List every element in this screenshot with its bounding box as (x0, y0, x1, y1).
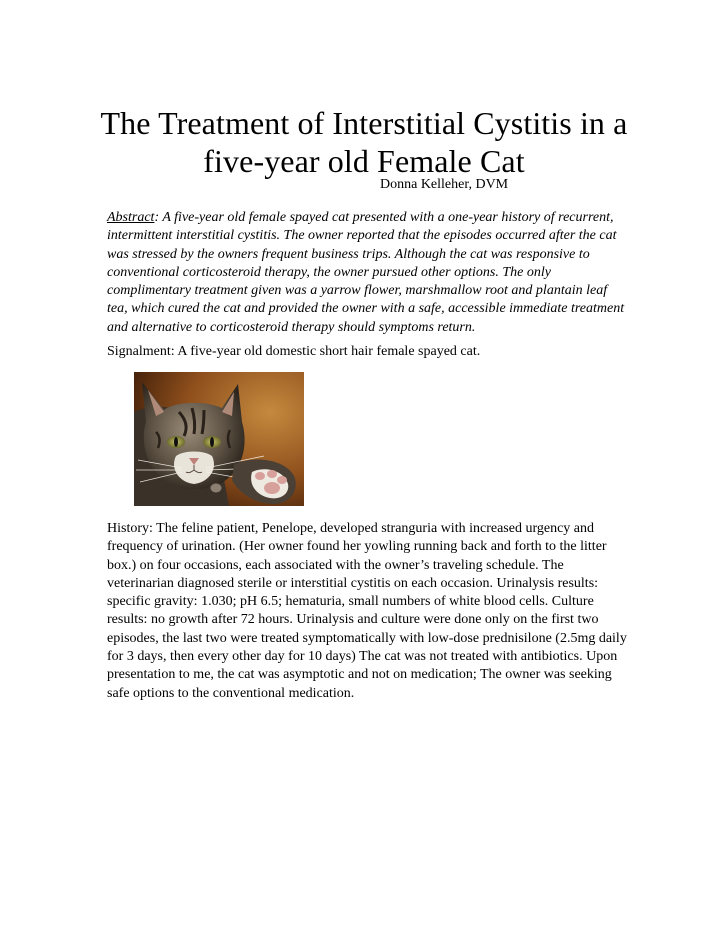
document-title (90, 104, 638, 180)
title-line-2: five-year old Female Cat (203, 143, 525, 179)
history-paragraph: History: The feline patient, Penelope, developed stranguria with increased urgency and frequency of urination. (Her owner found her yowling running back and forth to the litter box.) on four occasions, each associated with the owner’s traveling schedule. The veterinarian diagnosed sterile or interstitial cystitis on each occasion. Urinalysis results: specific gravity: 1.030; pH 6.5; hematuria, small numbers of white blood cells. Culture results: no growth after 72 hours. Urinalysis and culture were done only on the first two episodes, the last two were treated symptomatically with low-dose prednisilone (2.5mg daily for 3 days, then every other day for 10 days) The cat was not treated with antibiotics. Upon presentation to me, the cat was asymptotic and not on medication; The owner was seeking safe options to the conventional medication. (107, 521, 627, 701)
title-line-1: The Treatment of Interstitial Cystitis in a (100, 105, 628, 141)
signalment-paragraph: Signalment: A five-year old domestic short hair female spayed cat. (107, 344, 481, 359)
abstract-label: Abstract (107, 210, 155, 225)
abstract-paragraph (107, 209, 627, 337)
author-byline: Donna Kelleher, DVM (380, 177, 509, 192)
cat-photo (134, 372, 304, 506)
abstract-text: : A five-year old female spayed cat presented with a one-year history of recurrent, intermittent interstitial cystitis. The owner reported that the episodes occurred after the cat was stressed by the owners frequent business trips. Although the cat was responsive to conventional corticosteroid therapy, the owner pursued other options. The only complimentary treatment given was a yarrow flower, marshmallow root and plantain leaf tea, which cured the cat and provided the owner with a safe, accessible immediate treatment and alternative to corticosteroid therapy should symptoms return. (107, 210, 625, 335)
